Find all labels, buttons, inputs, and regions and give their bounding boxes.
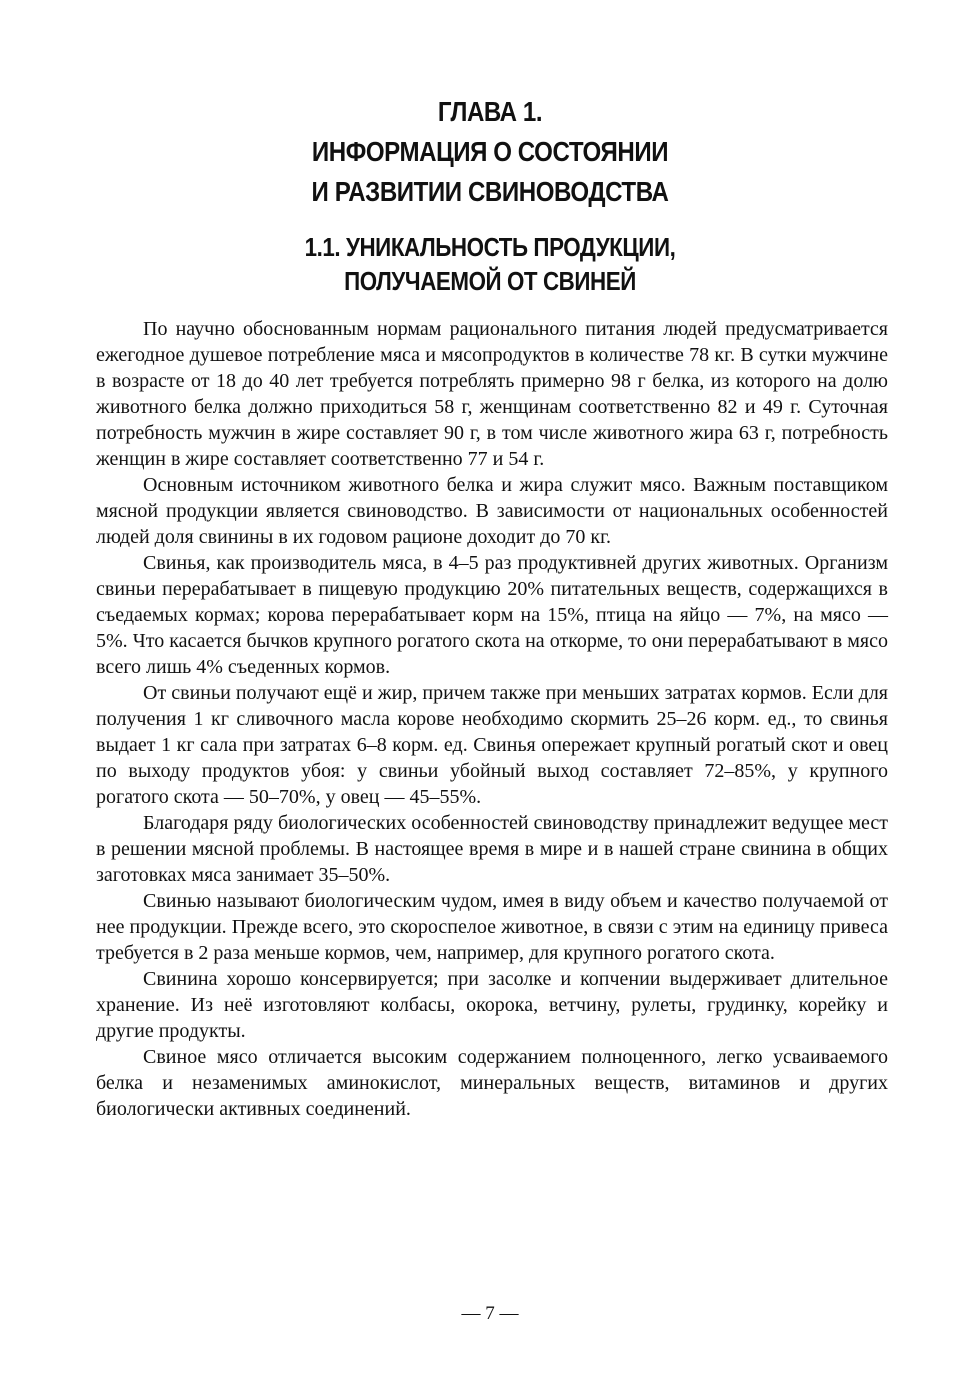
section-title xyxy=(146,230,834,298)
paragraph: Свинина хорошо консервируется; при засолке и копчении выдерживает длительное хранение. Из неё изготовляют колбасы, окорока, ветчину, рулеты, грудинку, корейку и другие продукты. xyxy=(96,968,888,1042)
chapter-title-line: И РАЗВИТИИ СВИНОВОДСТВА xyxy=(311,176,669,207)
paragraph: Свинью называют биологическим чудом, имея в виду объем и качество получаемой от нее продукции. Прежде всего, это скороспелое животное, в связи с этим на единицу привеса требуется в 2 раза меньше кормов, чем, например, для крупного рогатого скота. xyxy=(96,890,888,964)
page-number: — 7 — xyxy=(461,1303,519,1324)
paragraph: Благодаря ряду биологических особенностей свиноводству принадлежит ведущее мест в решении мясной проблемы. В настоящее время в мире и в нашей стране свинина в общих заготовках мяса занимает 35–50%. xyxy=(96,812,888,886)
paragraph: От свиньи получают ещё и жир, причем также при меньших затратах кормов. Если для получения 1 кг сливочного масла корове необходимо скормить 25–26 корм. ед., то свинья выдает 1 кг сала при затратах 6–8 корм. ед. Свинья опережает крупный рогатый скот и овец по выходу продуктов убоя: у свиньи убойный выход составляет 72–85%, у крупного рогатого скота — 50–70%, у овец — 45–55%. xyxy=(96,682,888,808)
paragraph: Основным источником животного белка и жира служит мясо. Важным поставщиком мясной продукции является свиноводство. В зависимости от национальных особенностей людей доля свинины в их годовом рационе доходит до 70 кг. xyxy=(96,474,888,548)
body-text xyxy=(96,316,888,1122)
paragraph: Свиное мясо отличается высоким содержанием полноценного, легко усваиваемого белка и незаменимых аминокислот, минеральных веществ, витаминов и других биологически активных соединений. xyxy=(96,1046,888,1120)
section-title-line: 1.1. УНИКАЛЬНОСТЬ ПРОДУКЦИИ, xyxy=(304,232,676,262)
chapter-title xyxy=(146,92,834,212)
chapter-title-line: ГЛАВА 1. xyxy=(437,96,543,127)
paragraph: По научно обоснованным нормам рационального питания людей предусматривается ежегодное душевое потребление мяса и мясопродуктов в количестве 78 кг. В сутки мужчине в возрасте от 18 до 40 лет требуется потреблять примерно 98 г белка, из которого на долю животного белка должно приходиться 58 г, женщинам соответственно 82 и 49 г. Суточная потребность мужчин в жире составляет 90 г, в том числе животного жира 63 г, потребность женщин в жире составляет соответственно 77 и 54 г. xyxy=(96,318,888,470)
paragraph: Свинья, как производитель мяса, в 4–5 раз продуктивней других животных. Организм свиньи перерабатывает в пищевую продукцию 20% питательных веществ, содержащихся в съедаемых кормах; корова перерабатывает корм на 15%, птица на яйцо — 7%, на мясо — 5%. Что касается бычков крупного рогатого скота на откорме, то они перерабатывают в мясо всего лишь 4% съеденных кормов. xyxy=(96,552,888,678)
chapter-title-line: ИНФОРМАЦИЯ О СОСТОЯНИИ xyxy=(311,136,669,167)
section-title-line: ПОЛУЧАЕМОЙ ОТ СВИНЕЙ xyxy=(344,266,636,296)
